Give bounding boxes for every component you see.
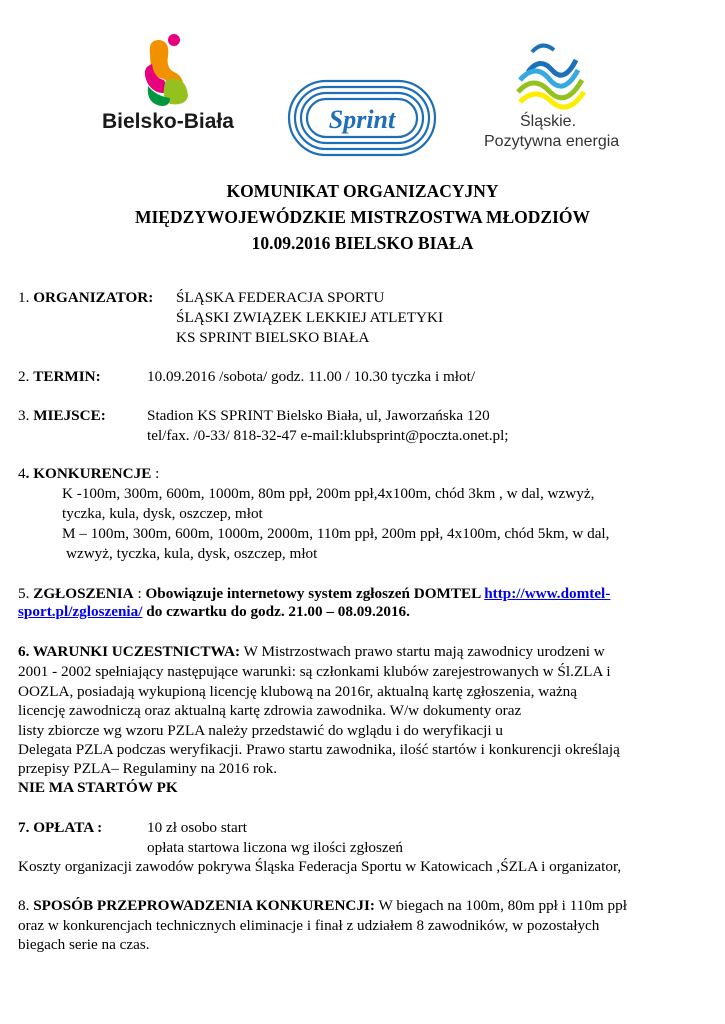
domtel-link[interactable]: http://www.domtel- — [484, 585, 611, 602]
section-venue-heading — [18, 406, 106, 426]
section-number: 2. — [18, 368, 34, 385]
title-line-1: KOMUNIKAT ORGANIZACYJNY — [226, 181, 499, 201]
entries-text: Obowiązuje internetowy system zgłoszeń DOMTEL — [145, 585, 485, 602]
domtel-link-continued[interactable]: sport.pl/zgloszenia/ — [18, 603, 143, 620]
format-line: biegach serie na czas. — [18, 936, 150, 953]
title-line-3: 10.09.2016 BIELSKO BIAŁA — [251, 233, 474, 253]
section-date-heading — [18, 367, 101, 387]
section-label: SPOSÓB PRZEPROWADZENIA KONKURENCJI: — [33, 897, 375, 914]
fee-amount: 10 zł osobo start — [147, 819, 247, 836]
section-fee-heading: 7. OPŁATA : — [18, 819, 103, 836]
events-women-line-1: K -100m, 300m, 600m, 1000m, 80m ppł, 200m ppł,4x100m, chód 3km , w dal, wzwyż, — [62, 485, 595, 502]
section-organizer-heading — [18, 288, 153, 308]
conditions-line: Delegata PZLA podczas weryfikacji. Prawo startu zawodnika, ilość startów i konkurencji określają — [18, 741, 620, 758]
section-conditions-line-1: 6. WARUNKI UCZESTNICTWA: W Mistrzostwach prawo startu mają zawodnicy urodzeni w — [18, 643, 605, 660]
events-men-line-2: wzwyż, tyczka, kula, dysk, oszczep, młot — [66, 545, 318, 562]
venue-address: Stadion KS SPRINT Bielsko Biała, ul, Jaworzańska 120 — [147, 407, 490, 424]
slaskie-logo-line2: Pozytywna energia — [484, 133, 620, 150]
bielsko-biala-logo — [100, 34, 250, 134]
sprint-logo-text: Sprint — [328, 105, 396, 134]
fee-note: opłata startowa liczona wg ilości zgłoszeń — [147, 839, 403, 856]
no-pk-starts-note: NIE MA STARTÓW PK — [18, 779, 178, 796]
bielsko-biala-emblem-icon — [100, 34, 250, 134]
venue-contact: tel/fax. /0-33/ 818-32-47 e-mail:klubsprint@poczta.onet.pl; — [147, 427, 509, 444]
section-number: 8. — [18, 897, 34, 914]
section-entries-line-1: 5. ZGŁOSZENIA : Obowiązuje internetowy system zgłoszeń DOMTEL http://www.domtel- — [18, 585, 611, 602]
conditions-line: licencję zawodniczą oraz aktualną kartę zdrowia zawodnika. W/w dokumenty oraz — [18, 702, 522, 719]
conditions-line: listy zbiorcze wg wzoru PZLA należy przedstawić do wglądu i do weryfikacji u — [18, 722, 504, 739]
section-label: TERMIN: — [33, 368, 101, 385]
conditions-line: 2001 - 2002 spełniający następujące warunki: są członkami klubów zarejestrowanych w Śl.ZLA i — [18, 663, 611, 680]
section-number: 5. — [18, 585, 34, 602]
section-label: ZGŁOSZENIA — [33, 585, 134, 602]
slaskie-logo-line1: Śląskie. — [520, 113, 577, 130]
date-value: 10.09.2016 /sobota/ godz. 11.00 / 10.30 tyczka i młot/ — [147, 368, 476, 385]
section-label: ORGANIZATOR: — [33, 289, 154, 306]
section-number: 1. — [18, 289, 34, 306]
section-events-heading: 4. KONKURENCJE : — [18, 465, 160, 482]
conditions-line: przepisy PZLA– Regulaminy na 2016 rok. — [18, 760, 277, 777]
fee-costs: Koszty organizacji zawodów pokrywa Śląska Federacja Sportu w Katowicach ,ŚZLA i organizator, — [18, 858, 622, 875]
section-label: MIEJSCE: — [33, 407, 106, 424]
sprint-track-icon — [286, 78, 438, 158]
sprint-logo — [286, 78, 438, 158]
title-line-2: MIĘDZYWOJEWÓDZKIE MISTRZOSTWA MŁODZIÓW — [134, 207, 591, 227]
slaskie-waves-icon — [480, 36, 640, 151]
section-number: 4 — [18, 465, 26, 482]
bielsko-biala-logo-text: Bielsko-Biała — [102, 110, 234, 133]
section-label: 6. WARUNKI UCZESTNICTWA: — [18, 643, 241, 660]
section-label: . KONKURENCJE — [25, 465, 152, 482]
organizer-line: ŚLĄSKI ZWIĄZEK LEKKIEJ ATLETYKI — [176, 309, 443, 326]
section-number: 3. — [18, 407, 34, 424]
section-entries-line-2 — [18, 602, 410, 622]
organizer-line: ŚLĄSKA FEDERACJA SPORTU — [176, 289, 385, 306]
format-line: oraz w konkurencjach technicznych eliminacje i finał z udziałem 8 zawodników, w pozostałych — [18, 917, 600, 934]
entries-deadline: do czwartku do godz. 21.00 – 08.09.2016. — [142, 603, 410, 620]
organizer-line: KS SPRINT BIELSKO BIAŁA — [176, 329, 370, 346]
events-men-line-1: M – 100m, 300m, 600m, 1000m, 2000m, 110m ppł, 200m ppł, 4x100m, chód 5km, w dal, — [62, 525, 610, 542]
slaskie-logo — [480, 36, 640, 151]
conditions-line: OOZLA, posiadają wykupioną licencję klubową na 2016r, aktualną kartę zgłoszenia, ważną — [18, 683, 578, 700]
section-format-line-1: 8. SPOSÓB PRZEPROWADZENIA KONKURENCJI: W biegach na 100m, 80m ppł i 110m ppł — [18, 897, 627, 914]
events-women-line-2: tyczka, kula, dysk, oszczep, młot — [62, 505, 263, 522]
